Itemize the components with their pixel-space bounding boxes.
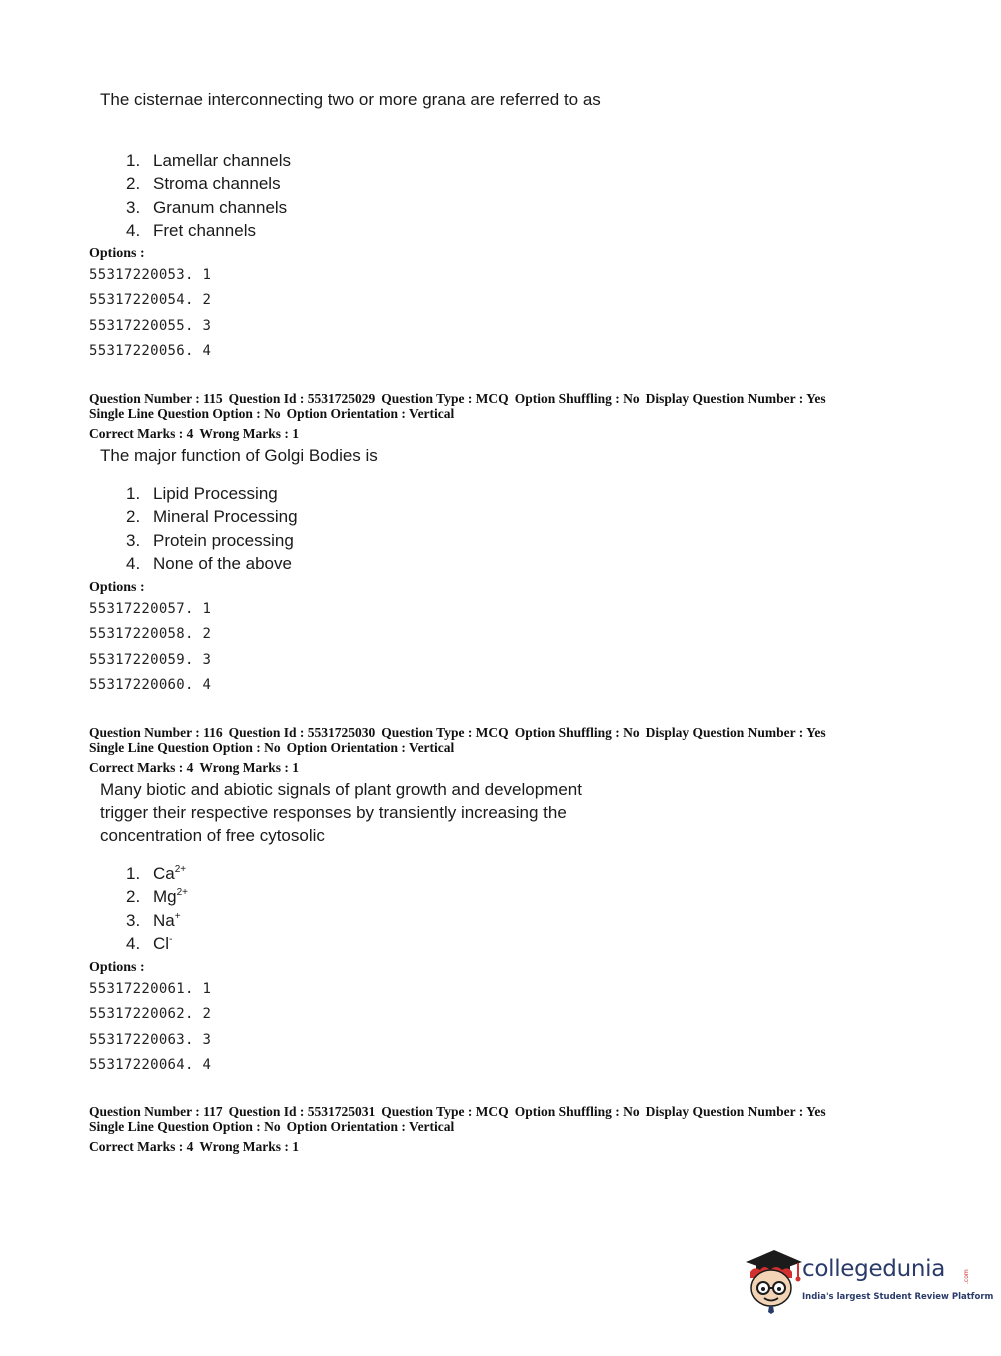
option-id: 55317220064. 4 <box>89 1056 212 1073</box>
choice-item: 4. Cl- <box>126 933 173 953</box>
question-115-text: The major function of Golgi Bodies is <box>100 446 378 465</box>
options-label: Options : <box>89 246 145 261</box>
brand-tagline: India's largest Student Review Platform <box>802 1292 994 1302</box>
choice-item: 3. Granum channels <box>126 197 288 217</box>
brand-name: collegedunia <box>802 1256 946 1282</box>
option-id: 55317220054. 2 <box>89 292 212 309</box>
option-id: 55317220061. 1 <box>89 981 212 997</box>
question-117-meta <box>89 1104 919 1154</box>
collegedunia-logo <box>740 1248 994 1318</box>
svg-text:.com: .com <box>963 1269 970 1284</box>
meta-line: Single Line Question Option : No Option Orientation : Vertical <box>89 1119 455 1134</box>
question-114-choices <box>126 149 291 242</box>
choice-item: 4. None of the above <box>126 553 292 573</box>
meta-line: Single Line Question Option : No Option Orientation : Vertical <box>89 740 455 755</box>
option-id: 55317220059. 3 <box>89 651 212 668</box>
question-116-meta <box>89 725 919 775</box>
option-id: 55317220058. 2 <box>89 626 212 643</box>
mascot-icon <box>740 1248 804 1314</box>
question-115-meta <box>89 391 919 441</box>
choice-item: 2. Mineral Processing <box>126 507 298 527</box>
choice-item: 2. Stroma channels <box>126 174 281 194</box>
meta-line: Question Number : 117 Question Id : 5531725031 Question Type : MCQ Option Shuffling : No Display Question Number : Yes <box>89 1104 826 1119</box>
meta-line: Single Line Question Option : No Option Orientation : Vertical <box>89 406 455 421</box>
choice-item: 3. Protein processing <box>126 530 294 550</box>
question-115-option-ids <box>89 597 211 698</box>
options-label: Options : <box>89 960 145 975</box>
question-116-text: Many biotic and abiotic signals of plant growth and development trigger their respective responses by transiently increasing the concentration of free cytosolic <box>100 780 582 845</box>
marks-line: Correct Marks : 4 Wrong Marks : 1 <box>89 760 299 775</box>
option-id: 55317220057. 1 <box>89 601 212 617</box>
option-id: 55317220062. 2 <box>89 1006 212 1023</box>
question-115-choices <box>126 482 298 575</box>
question-114-text: The cisternae interconnecting two or more grana are referred to as <box>100 90 601 109</box>
domain-suffix <box>962 1264 970 1284</box>
choice-item: 1. Lamellar channels <box>126 151 291 170</box>
choice-item: 3. Na+ <box>126 910 181 930</box>
choice-item: 1. Lipid Processing <box>126 484 278 503</box>
option-id: 55317220055. 3 <box>89 317 212 334</box>
choice-item: 4. Fret channels <box>126 220 256 240</box>
option-id: 55317220063. 3 <box>89 1031 212 1048</box>
marks-line: Correct Marks : 4 Wrong Marks : 1 <box>89 1139 299 1154</box>
meta-line: Question Number : 116 Question Id : 5531725030 Question Type : MCQ Option Shuffling : No Display Question Number : Yes <box>89 725 826 740</box>
option-id: 55317220053. 1 <box>89 267 212 283</box>
question-116-choices <box>126 862 188 955</box>
meta-line: Question Number : 115 Question Id : 5531725029 Question Type : MCQ Option Shuffling : No Display Question Number : Yes <box>89 391 826 406</box>
marks-line: Correct Marks : 4 Wrong Marks : 1 <box>89 426 299 441</box>
question-116-option-ids <box>89 977 211 1078</box>
choice-item: 1. $Ca^{2+}$ <box>126 864 187 883</box>
choice-item: 2. $Mg^{2+}$ <box>126 887 189 907</box>
options-label: Options : <box>89 580 145 595</box>
option-id: 55317220056. 4 <box>89 342 212 359</box>
option-id: 55317220060. 4 <box>89 676 212 693</box>
question-114-option-ids <box>89 263 211 364</box>
